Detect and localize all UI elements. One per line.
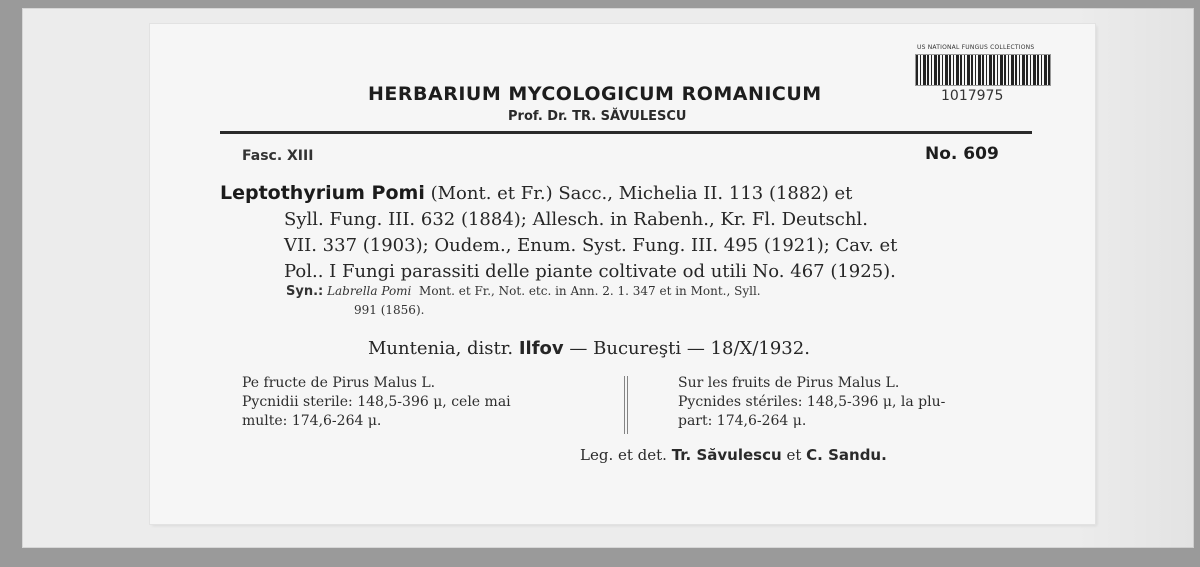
collector-first: Tr. Săvulescu [671, 446, 782, 464]
species-citation [220, 180, 1040, 285]
locality-district: Ilfov [518, 338, 564, 359]
barcode-institution: US NATIONAL FUNGUS COLLECTIONS [917, 44, 1035, 51]
citation-line [220, 180, 1040, 207]
note-line: multe: 174,6-264 μ. [242, 413, 382, 429]
specimen-number: No. 609 [925, 144, 999, 164]
collectors-line [580, 446, 887, 464]
header-rule [220, 131, 1032, 134]
column-divider [624, 376, 628, 434]
synonym-line [286, 282, 1046, 301]
collectors-joiner: et [786, 446, 802, 464]
species-name: Leptothyrium Pomi [220, 182, 425, 204]
synonym-reference-cont: 991 (1856). [354, 303, 425, 317]
locality-prefix: Muntenia, distr. [368, 338, 514, 359]
note-line: Pe fructe de Pirus Malus L. [242, 375, 436, 391]
synonym-label: Syn.: [286, 284, 324, 299]
note-line: Pycnidii sterile: 148,5-396 μ, cele mai [242, 394, 511, 410]
note-line: Sur les fruits de Pirus Malus L. [678, 375, 900, 391]
locality-rest: — Bucureşti — 18/X/1932. [569, 338, 810, 359]
citation-line: VII. 337 (1903); Oudem., Enum. Syst. Fung. III. 495 (1921); Cav. et [284, 235, 898, 256]
citation-text: (Mont. et Fr.) Sacc., Michelia II. 113 (1882) et [430, 183, 853, 204]
barcode-block [915, 44, 1055, 104]
notes-romanian [242, 374, 612, 431]
herbarium-title: HERBARIUM MYCOLOGICUM ROMANICUM [368, 83, 822, 105]
collector-second: C. Sandu. [806, 446, 887, 464]
fascicle-label: Fasc. XIII [242, 148, 314, 164]
barcode-icon [915, 54, 1051, 86]
herbarium-curator: Prof. Dr. TR. SĂVULESCU [508, 109, 687, 124]
barcode-number: 1017975 [941, 88, 1004, 104]
note-line: Pycnides stériles: 148,5-396 μ, la plu- [678, 394, 946, 410]
notes-french [678, 374, 1048, 431]
citation-line: Syll. Fung. III. 632 (1884); Allesch. in Rabenh., Kr. Fl. Deutschl. [284, 209, 868, 230]
citation-line: Pol.. I Fungi parassiti delle piante coltivate od utili No. 467 (1925). [284, 261, 896, 282]
synonym-reference: Mont. et Fr., Not. etc. in Ann. 2. 1. 347 et in Mont., Syll. [419, 284, 761, 298]
herbarium-label [150, 24, 1095, 524]
synonym-name: Labrella Pomi [327, 284, 412, 298]
locality-line [368, 338, 810, 359]
note-line: part: 174,6-264 μ. [678, 413, 807, 429]
collectors-prefix: Leg. et det. [580, 446, 667, 464]
synonym-block [286, 282, 1046, 320]
